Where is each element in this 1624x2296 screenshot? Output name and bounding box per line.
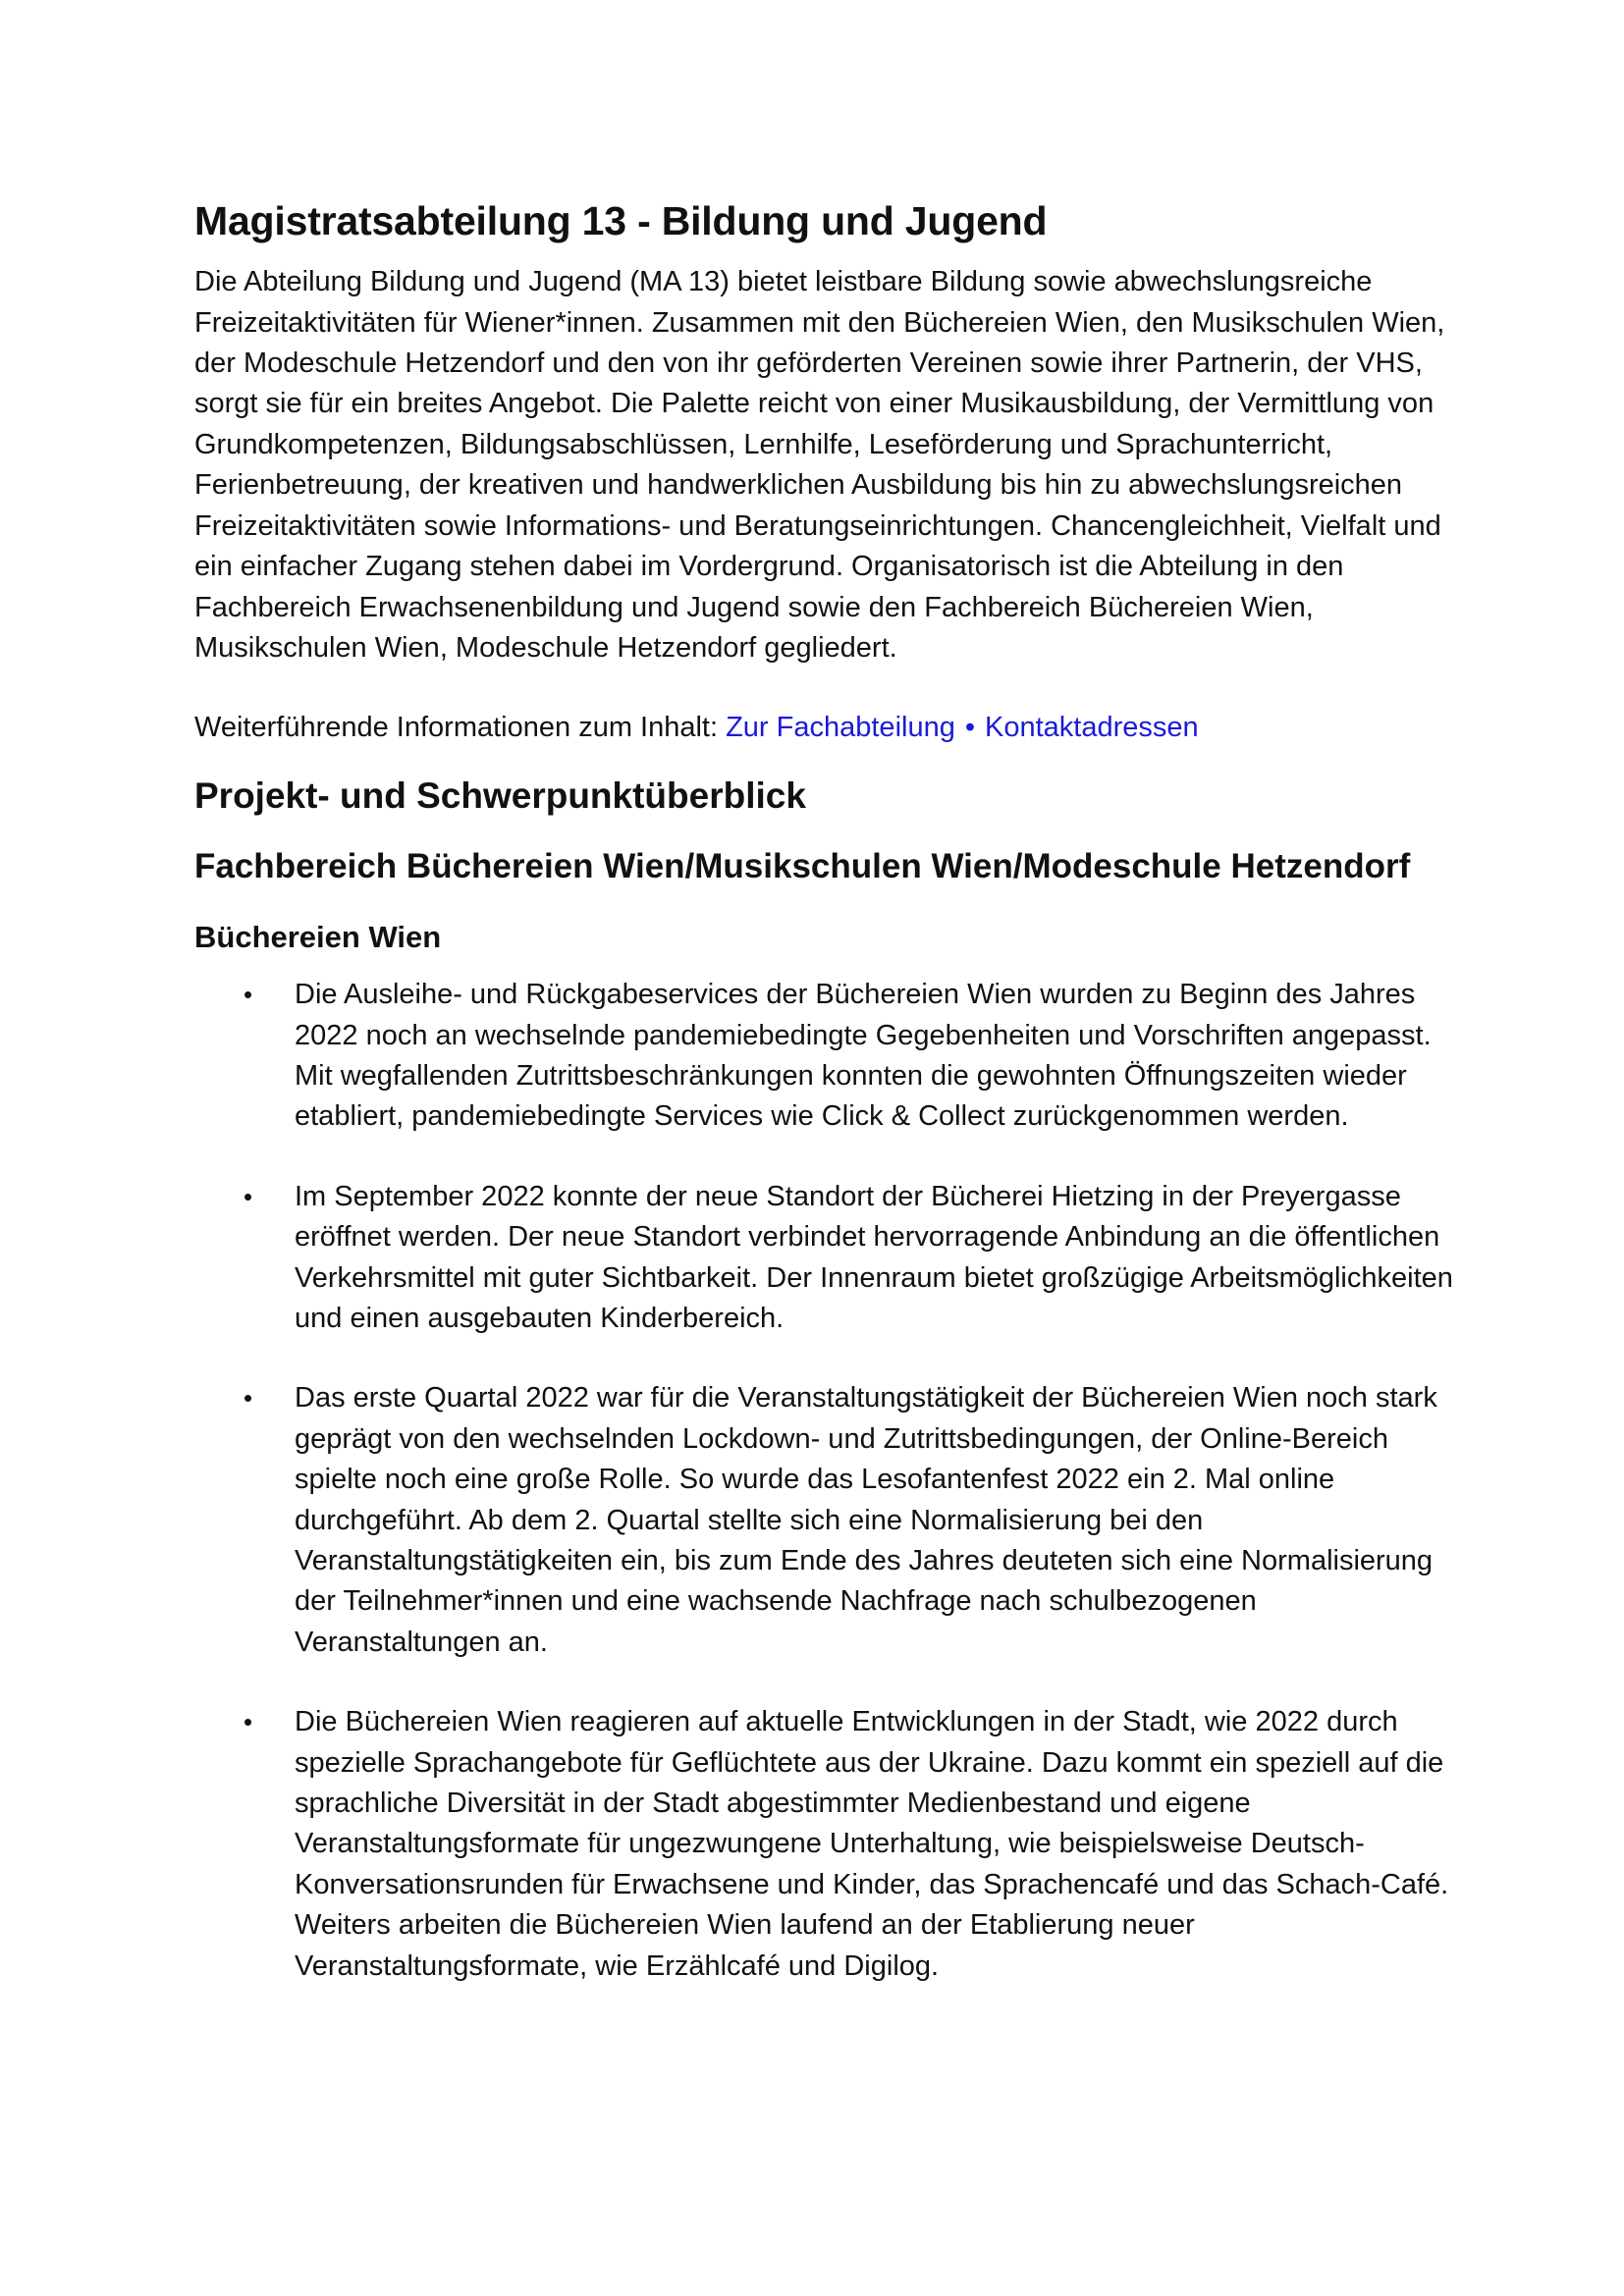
list-item [194, 1378, 1453, 1663]
bullet-icon: • [244, 1181, 253, 1211]
document-page [194, 196, 1453, 2026]
section-heading-overview: Projekt- und Schwerpunktüberblick [194, 774, 806, 816]
link-kontaktadressen[interactable]: Kontaktadressen [985, 712, 1199, 744]
page-title: Magistratsabteilung 13 - Bildung und Jugend [194, 198, 1048, 243]
bullet-icon: • [244, 980, 253, 1010]
bullet-icon: • [244, 1383, 253, 1414]
further-info-label: Weiterführende Informationen zum Inhalt: [194, 712, 719, 744]
list-item-text: Die Büchereien Wien reagieren auf aktuelle Entwicklungen in der Stadt, wie 2022 durch spezielle Sprachangebote für Geflüchtete aus der Ukraine. Dazu kommt ein speziell auf die sprachliche Diversität in der Stadt abgestimmter Medienbestand und eigene Veranstaltungsformate für ungezwungene Unterhaltung, wie beispielsweise Deutsch-Konversationsrunden für Erwachsene und Kinder, das Sprachencafé und das Schach-Café. Weiters arbeiten die Büchereien Wien laufend an der Etablierung neuer Veranstaltungsformate, wie Erzählcafé und Digilog. [295, 1706, 1449, 1982]
section-heading-buechereien: Büchereien Wien [194, 919, 442, 954]
bullet-list [194, 975, 1453, 1987]
intro-paragraph: Die Abteilung Bildung und Jugend (MA 13) bietet leistbare Bildung sowie abwechslungsreiche Freizeitaktivitäten für Wiener*innen. Zusammen mit den Büchereien Wien, den Musikschulen Wien, der Modeschule Hetzendorf und den von ihr geförderten Vereinen sowie ihrer Partnerin, der VHS, sorgt sie für ein breites Angebot. Die Palette reicht von einer Musikausbildung, der Vermittlung von Grundkompetenzen, Bildungsabschlüssen, Lernhilfe, Leseförderung und Sprachunterricht, Ferienbetreuung, der kreativen und handwerklichen Ausbildung bis hin zu abwechslungsreichen Freizeitaktivitäten sowie Informations- und Beratungseinrichtungen. Chancengleichheit, Vielfalt und ein einfacher Zugang stehen dabei im Vordergrund. Organisatorisch ist die Abteilung in den Fachbereich Erwachsenenbildung und Jugend sowie den Fachbereich Büchereien Wien, Musikschulen Wien, Modeschule Hetzendorf gegliedert. [194, 266, 1445, 664]
list-item-text: Das erste Quartal 2022 war für die Veranstaltungstätigkeit der Büchereien Wien noch stark geprägt von den wechselnden Lockdown- und Zutrittsbedingungen, der Online-Bereich spielte noch eine große Rolle. So wurde das Lesofantenfest 2022 ein 2. Mal online durchgeführt. Ab dem 2. Quartal stellte sich eine Normalisierung bei den Veranstaltungstätigkeiten ein, bis zum Ende des Jahres deuteten sich eine Normalisierung der Teilnehmer*innen und eine wachsende Nachfrage nach schulbezogenen Veranstaltungen an. [295, 1382, 1437, 1658]
bullet-icon: • [244, 1707, 253, 1737]
list-item-text: Die Ausleihe- und Rückgabeservices der Büchereien Wien wurden zu Beginn des Jahres 2022 noch an wechselnde pandemiebedingte Gegebenheiten und Vorschriften angepasst. Mit wegfallenden Zutrittsbeschränkungen konnten die gewohnten Öffnungszeiten wieder etabliert, pandemiebedingte Services wie Click & Collect zurückgenommen werden. [295, 979, 1432, 1133]
section-heading-fachbereich: Fachbereich Büchereien Wien/Musikschulen Wien/Modeschule Hetzendorf [194, 846, 1411, 885]
further-info-line [194, 708, 1453, 748]
list-item-text: Im September 2022 konnte der neue Standort der Bücherei Hietzing in der Preyergasse eröffnet werden. Der neue Standort verbindet hervorragende Anbindung an die öffentlichen Verkehrsmittel mit guter Sichtbarkeit. Der Innenraum bietet großzügige Arbeitsmöglichkeiten und einen ausgebauten Kinderbereich. [295, 1180, 1453, 1334]
list-item [194, 975, 1453, 1138]
list-item [194, 1177, 1453, 1340]
link-fachabteilung[interactable]: Zur Fachabteilung [726, 712, 955, 744]
link-separator: • [964, 712, 975, 744]
list-item [194, 1702, 1453, 1987]
